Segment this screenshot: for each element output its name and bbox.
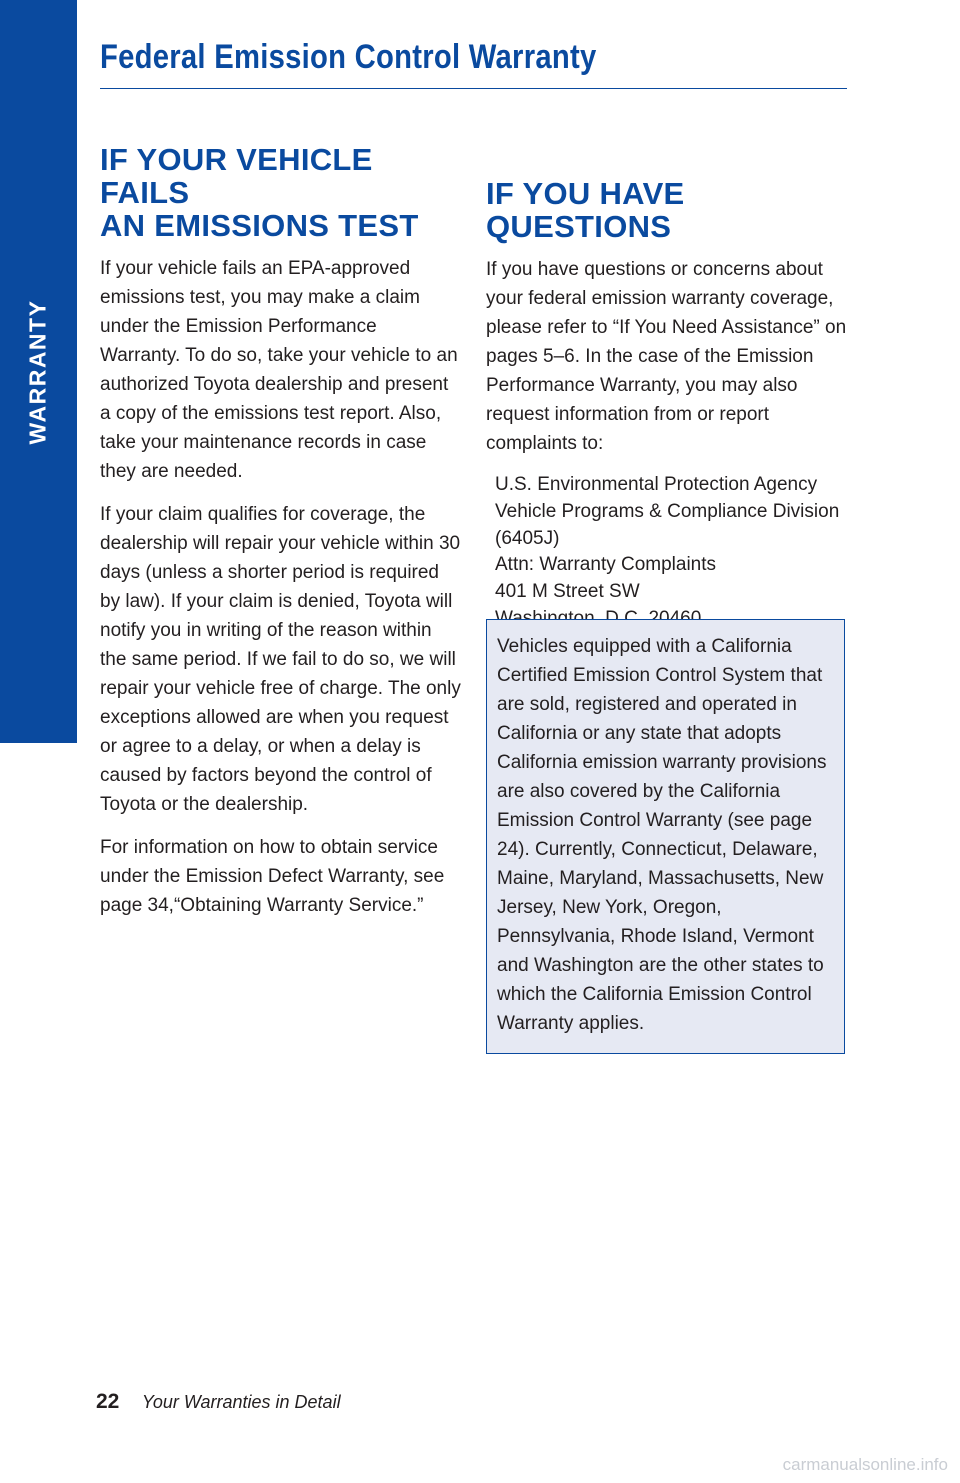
questions-heading: IF YOU HAVE QUESTIONS [486, 176, 685, 244]
address-line: U.S. Environmental Protection Agency [495, 474, 818, 495]
california-note-text: Vehicles equipped with a California Certified Emission Control System that are sold, registered and operated in California or any state that adopts California emission warranty provisions are also covered by the California Emission Control Warranty (see page 24). Currently, Connecticut, Delaware, Maine, Maryland, Massachusetts, New Jersey, New York, Oregon, Pennsylvania, Rhode Island, Vermont and Washington are the other states to which the California Emission Control Warranty applies. [497, 636, 827, 1034]
address-line: (6405J) [495, 527, 560, 549]
title-divider [100, 88, 847, 89]
emissions-test-paragraph-3: For information on how to obtain service under the Emission Defect Warranty, see page 34,“Obtaining Warranty Service.” [100, 837, 445, 916]
address-line: Attn: Warranty Complaints [495, 554, 717, 576]
watermark: carmanualsonline.info [782, 1455, 948, 1474]
page-title: Federal Emission Control Warranty [100, 38, 597, 76]
right-column [486, 177, 848, 633]
california-note-box [486, 619, 845, 1054]
footer-label: Your Warranties in Detail [141, 1392, 341, 1412]
side-tab-label: WARRANTY [24, 299, 51, 445]
page-number: 22 [96, 1390, 120, 1413]
emissions-test-heading-line1: IF YOUR VEHICLE FAILS [100, 142, 373, 210]
emissions-test-paragraph-1: If your vehicle fails an EPA-approved emissions test, you may make a claim under the Emission Performance Warranty. To do so, take your vehicle to an authorized Toyota dealership and present a copy of the emissions test report. Also, take your maintenance records in case they are needed. [100, 258, 458, 482]
address-line: 401 M Street SW [495, 581, 640, 603]
address-line: Vehicle Programs & Compliance Division [495, 500, 840, 522]
side-tab [0, 0, 77, 743]
emissions-test-heading-line2: AN EMISSIONS TEST [100, 208, 419, 243]
questions-paragraph: If you have questions or concerns about your federal emission warranty coverage, please refer to “If You Need Assistance” on pages 5–6. In the case of the Emission Performance Warranty, you may also request information from or report complaints to: [486, 259, 847, 454]
epa-address [495, 472, 848, 633]
left-column [100, 143, 462, 934]
emissions-test-paragraph-2: If your claim qualifies for coverage, the dealership will repair your vehicle within 30 days (unless a shorter period is required by law). If your claim is denied, Toyota will notify you in writing of the reason within the same period. If we fail to do so, we will repair your vehicle free of charge. The only exceptions allowed are when you request or agree to a delay, or when a delay is caused by factors beyond the control of Toyota or the dealership. [100, 504, 461, 815]
emissions-test-heading [100, 143, 462, 242]
page-footer [96, 1390, 341, 1414]
